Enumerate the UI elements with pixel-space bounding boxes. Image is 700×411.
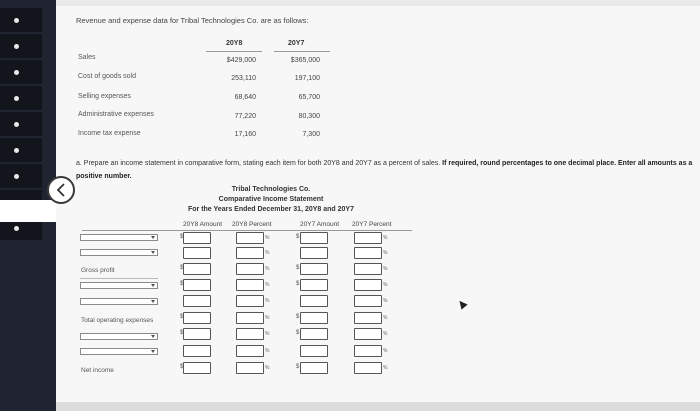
amount-input[interactable]: [300, 312, 328, 324]
nav-dot-icon: [14, 226, 19, 231]
amount-input[interactable]: [183, 247, 211, 259]
divider: [80, 278, 158, 279]
account-select[interactable]: [80, 348, 158, 355]
amount-input[interactable]: [300, 345, 328, 357]
currency-symbol: $: [180, 281, 184, 287]
amount-input[interactable]: [183, 263, 211, 275]
amount-input[interactable]: [183, 295, 211, 307]
data-value: $365,000: [290, 57, 320, 64]
percent-sign: %: [383, 250, 388, 256]
percent-input[interactable]: [236, 345, 264, 357]
data-row-label: Sales: [78, 54, 96, 61]
percent-input[interactable]: [354, 232, 382, 244]
total-operating-label: Total operating expenses: [81, 317, 154, 324]
header-divider: [82, 230, 412, 231]
nav-dot-icon: [14, 148, 19, 153]
nav-dot-icon: [14, 122, 19, 127]
nav-item[interactable]: [0, 86, 42, 110]
percent-sign: %: [265, 365, 270, 371]
percent-input[interactable]: [236, 362, 264, 374]
percent-input[interactable]: [354, 247, 382, 259]
data-value: $429,000: [226, 57, 256, 64]
percent-sign: %: [383, 235, 388, 241]
nav-item[interactable]: [0, 60, 42, 84]
currency-symbol: $: [296, 364, 300, 370]
data-row-label: Selling expenses: [78, 93, 131, 100]
data-row-label: Administrative expenses: [78, 111, 154, 118]
intro-text: Revenue and expense data for Tribal Technologies Co. are as follows:: [76, 16, 309, 25]
nav-item-active[interactable]: [0, 200, 56, 222]
nav-dot-icon: [14, 70, 19, 75]
amount-input[interactable]: [183, 345, 211, 357]
data-col-header-20y8: 20Y8: [226, 40, 243, 47]
percent-sign: %: [383, 298, 388, 304]
percent-sign: %: [265, 235, 270, 241]
data-value: 65,700: [298, 94, 320, 101]
currency-symbol: $: [296, 234, 300, 240]
data-value: 7,300: [302, 131, 320, 138]
amount-input[interactable]: [300, 232, 328, 244]
percent-input[interactable]: [236, 232, 264, 244]
question-rounding-note: If required, round percentages to one decimal place.: [442, 160, 617, 167]
statement-period: For the Years Ended December 31, 20Y8 and 20Y7: [187, 206, 354, 213]
percent-input[interactable]: [236, 295, 264, 307]
data-value: 77,220: [234, 113, 256, 120]
gross-profit-label: Gross profit: [81, 267, 115, 274]
nav-dot-icon: [14, 44, 19, 49]
currency-symbol: $: [180, 364, 184, 370]
currency-symbol: $: [180, 314, 184, 320]
account-select[interactable]: [80, 298, 158, 305]
percent-input[interactable]: [236, 279, 264, 291]
percent-sign: %: [383, 348, 388, 354]
amount-input[interactable]: [183, 279, 211, 291]
divider: [206, 51, 262, 52]
currency-symbol: $: [180, 265, 184, 271]
percent-sign: %: [265, 298, 270, 304]
amount-input[interactable]: [183, 328, 211, 340]
question-page: [56, 6, 700, 402]
percent-sign: %: [265, 250, 270, 256]
account-select[interactable]: [80, 333, 158, 340]
percent-input[interactable]: [354, 279, 382, 291]
percent-sign: %: [265, 282, 270, 288]
nav-dot-icon: [14, 174, 19, 179]
divider: [274, 51, 330, 52]
account-select[interactable]: [80, 282, 158, 289]
amount-input[interactable]: [300, 247, 328, 259]
percent-sign: %: [383, 331, 388, 337]
account-select[interactable]: [80, 234, 158, 241]
percent-input[interactable]: [354, 295, 382, 307]
amount-input[interactable]: [300, 279, 328, 291]
question-instruction: a. Prepare an income statement in comparative form, stating each item for both 20Y8 and 20Y7 as a percent of sales.: [76, 160, 441, 167]
amount-input[interactable]: [300, 328, 328, 340]
percent-input[interactable]: [354, 345, 382, 357]
statement-name: Comparative Income Statement: [218, 196, 324, 203]
percent-sign: %: [383, 282, 388, 288]
data-value: 197,100: [294, 75, 320, 82]
currency-symbol: $: [296, 314, 300, 320]
nav-item[interactable]: [0, 112, 42, 136]
amount-input[interactable]: [300, 263, 328, 275]
percent-input[interactable]: [236, 263, 264, 275]
currency-symbol: $: [296, 281, 300, 287]
col-header-20y8-percent: 20Y8 Percent: [232, 221, 272, 228]
nav-item[interactable]: [0, 8, 42, 32]
data-row-label: Income tax expense: [78, 130, 141, 137]
amount-input[interactable]: [183, 312, 211, 324]
col-header-20y8-amount: 20Y8 Amount: [183, 221, 223, 228]
amount-input[interactable]: [300, 362, 328, 374]
account-select[interactable]: [80, 249, 158, 256]
currency-symbol: $: [296, 330, 300, 336]
footer-bar: [56, 402, 700, 411]
question-positive-note: Enter all amounts as a positive number.: [76, 160, 693, 180]
percent-input[interactable]: [236, 328, 264, 340]
data-col-header-20y7: 20Y7: [288, 40, 305, 47]
percent-input[interactable]: [354, 312, 382, 324]
percent-input[interactable]: [354, 328, 382, 340]
percent-sign: %: [265, 315, 270, 321]
nav-item[interactable]: [0, 138, 42, 162]
data-value: 68,640: [234, 94, 256, 101]
amount-input[interactable]: [183, 362, 211, 374]
nav-item[interactable]: [0, 34, 42, 58]
col-header-20y7-percent: 20Y7 Percent: [352, 221, 392, 228]
nav-dot-icon: [14, 18, 19, 23]
percent-input[interactable]: [354, 263, 382, 275]
col-header-20y7-amount: 20Y7 Amount: [300, 221, 340, 228]
percent-input[interactable]: [354, 362, 382, 374]
percent-sign: %: [383, 315, 388, 321]
currency-symbol: $: [180, 330, 184, 336]
nav-item[interactable]: [0, 164, 42, 188]
back-button[interactable]: [47, 176, 75, 204]
statement-company: Tribal Technologies Co.: [231, 186, 311, 193]
data-value: 17,160: [234, 131, 256, 138]
percent-sign: %: [265, 266, 270, 272]
data-row-label: Cost of goods sold: [78, 73, 136, 80]
data-value: 253,110: [231, 75, 256, 82]
amount-input[interactable]: [183, 232, 211, 244]
percent-input[interactable]: [236, 247, 264, 259]
percent-sign: %: [265, 348, 270, 354]
percent-input[interactable]: [236, 312, 264, 324]
amount-input[interactable]: [300, 295, 328, 307]
net-income-label: Net income: [81, 367, 114, 374]
question-text: [76, 157, 696, 183]
currency-symbol: $: [180, 234, 184, 240]
percent-sign: %: [383, 266, 388, 272]
nav-dot-icon: [14, 96, 19, 101]
percent-sign: %: [383, 365, 388, 371]
chevron-left-icon: [55, 183, 67, 197]
currency-symbol: $: [296, 265, 300, 271]
data-value: 80,300: [298, 113, 320, 120]
percent-sign: %: [265, 331, 270, 337]
left-nav-rail: [0, 0, 56, 411]
